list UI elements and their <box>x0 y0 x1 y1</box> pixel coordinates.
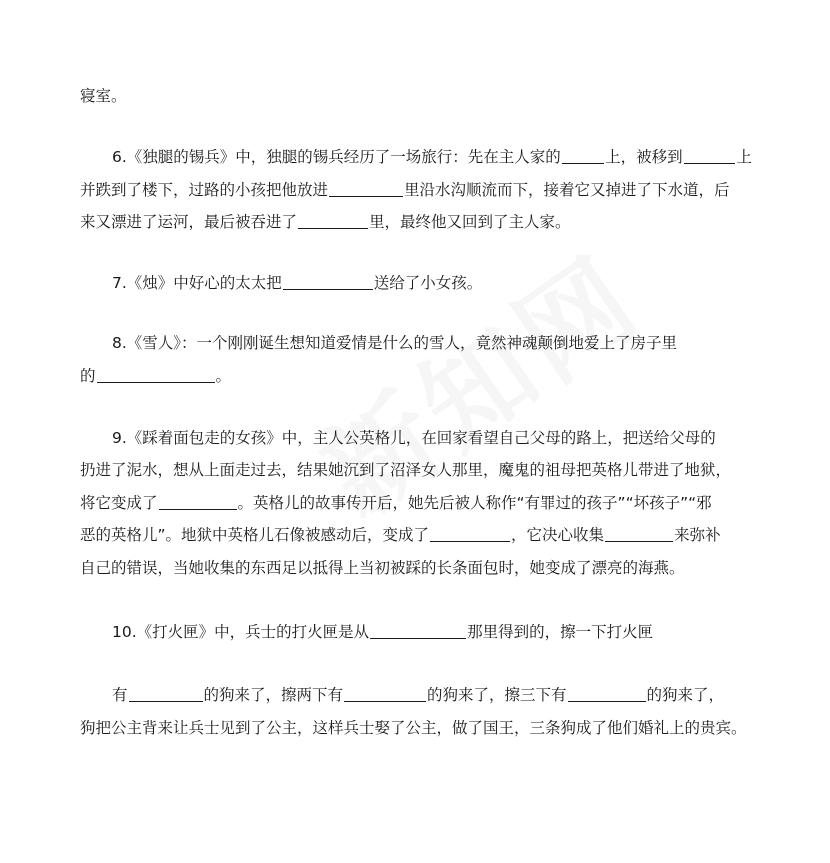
question-10-line-3 <box>80 716 752 740</box>
answer-blank[interactable] <box>568 683 646 702</box>
question-7 <box>112 271 752 295</box>
text: 寝室。 <box>80 87 127 105</box>
question-8-line-1 <box>112 331 752 355</box>
question-9-line-3 <box>80 491 752 515</box>
answer-blank[interactable] <box>344 683 426 702</box>
answer-blank[interactable] <box>129 683 203 702</box>
question-8-line-2 <box>80 364 752 388</box>
text: 恶的英格儿”。地狱中英格儿石像被感动后，变成了 <box>80 526 430 544</box>
question-10-line-1 <box>112 620 752 644</box>
text: 10.《打火匣》中，兵士的打火匣是从 <box>112 623 370 641</box>
text: 并跌到了楼下，过路的小孩把他放进 <box>80 181 329 199</box>
paragraph-line <box>80 84 752 108</box>
question-9-line-5 <box>80 556 752 580</box>
answer-blank[interactable] <box>329 178 403 197</box>
text: 将它变成了 <box>80 494 158 512</box>
answer-blank[interactable] <box>97 364 215 383</box>
text: 的狗来了，擦两下有 <box>203 686 344 704</box>
answer-blank[interactable] <box>283 271 373 290</box>
question-6-line-2 <box>80 178 752 202</box>
answer-blank[interactable] <box>605 523 673 542</box>
text: 狗把公主背来让兵士见到了公主，这样兵士娶了公主，做了国王，三条狗成了他们婚礼上的贵宾。 <box>80 719 747 737</box>
question-10-line-2 <box>112 683 752 707</box>
text: 扔进了泥水，想从上面走过去，结果她沉到了沼泽女人那里，魔鬼的祖母把英格儿带进了地狱， <box>80 461 732 479</box>
text: 里沿水沟顺流而下，接着它又掉进了下水道，后 <box>404 181 730 199</box>
text: 6.《独腿的锡兵》中，独腿的锡兵经历了一场旅行：先在主人家的 <box>112 148 561 166</box>
answer-blank[interactable] <box>370 620 466 639</box>
text: 上 <box>736 148 752 166</box>
text: 7.《烛》中好心的太太把 <box>112 274 282 292</box>
text: 的狗来了，擦三下有 <box>427 686 567 704</box>
question-9-line-4 <box>80 523 752 547</box>
text: 自己的错误，当她收集的东西足以抵得上当初被踩的长条面包时，她变成了漂亮的海燕。 <box>80 559 685 577</box>
answer-blank[interactable] <box>298 210 368 229</box>
text: 的狗来了， <box>646 686 725 704</box>
answer-blank[interactable] <box>562 145 604 164</box>
text: ，它决心收集 <box>511 526 605 544</box>
text: 9.《踩着面包走的女孩》中，主人公英格儿，在回家看望自己父母的路上，把送给父母的 <box>112 429 716 447</box>
text: 送给了小女孩。 <box>373 274 483 292</box>
question-6-line-1 <box>112 145 752 169</box>
text: 。 <box>215 367 232 385</box>
answer-blank[interactable] <box>430 523 510 542</box>
question-9-line-2 <box>80 458 752 482</box>
answer-blank[interactable] <box>159 491 237 510</box>
question-9-line-1 <box>112 426 752 450</box>
question-6-line-3 <box>80 210 752 234</box>
text: 的 <box>80 367 96 385</box>
text: 8.《雪人》：一个刚刚诞生想知道爱情是什么的雪人，竟然神魂颠倒地爱上了房子里 <box>112 334 678 352</box>
text: 。英格儿的故事传开后，她先后被人称作“有罪过的孩子”“坏孩子”“邪 <box>237 494 712 512</box>
text: 来又漂进了运河，最后被吞进了 <box>80 213 298 231</box>
text: 里，最终他又回到了主人家。 <box>369 213 571 231</box>
text: 上，被移到 <box>605 148 683 166</box>
answer-blank[interactable] <box>684 145 736 164</box>
text: 来弥补 <box>674 526 721 544</box>
text: 有 <box>112 686 128 704</box>
text: 那里得到的，擦一下打火匣 <box>467 623 654 641</box>
